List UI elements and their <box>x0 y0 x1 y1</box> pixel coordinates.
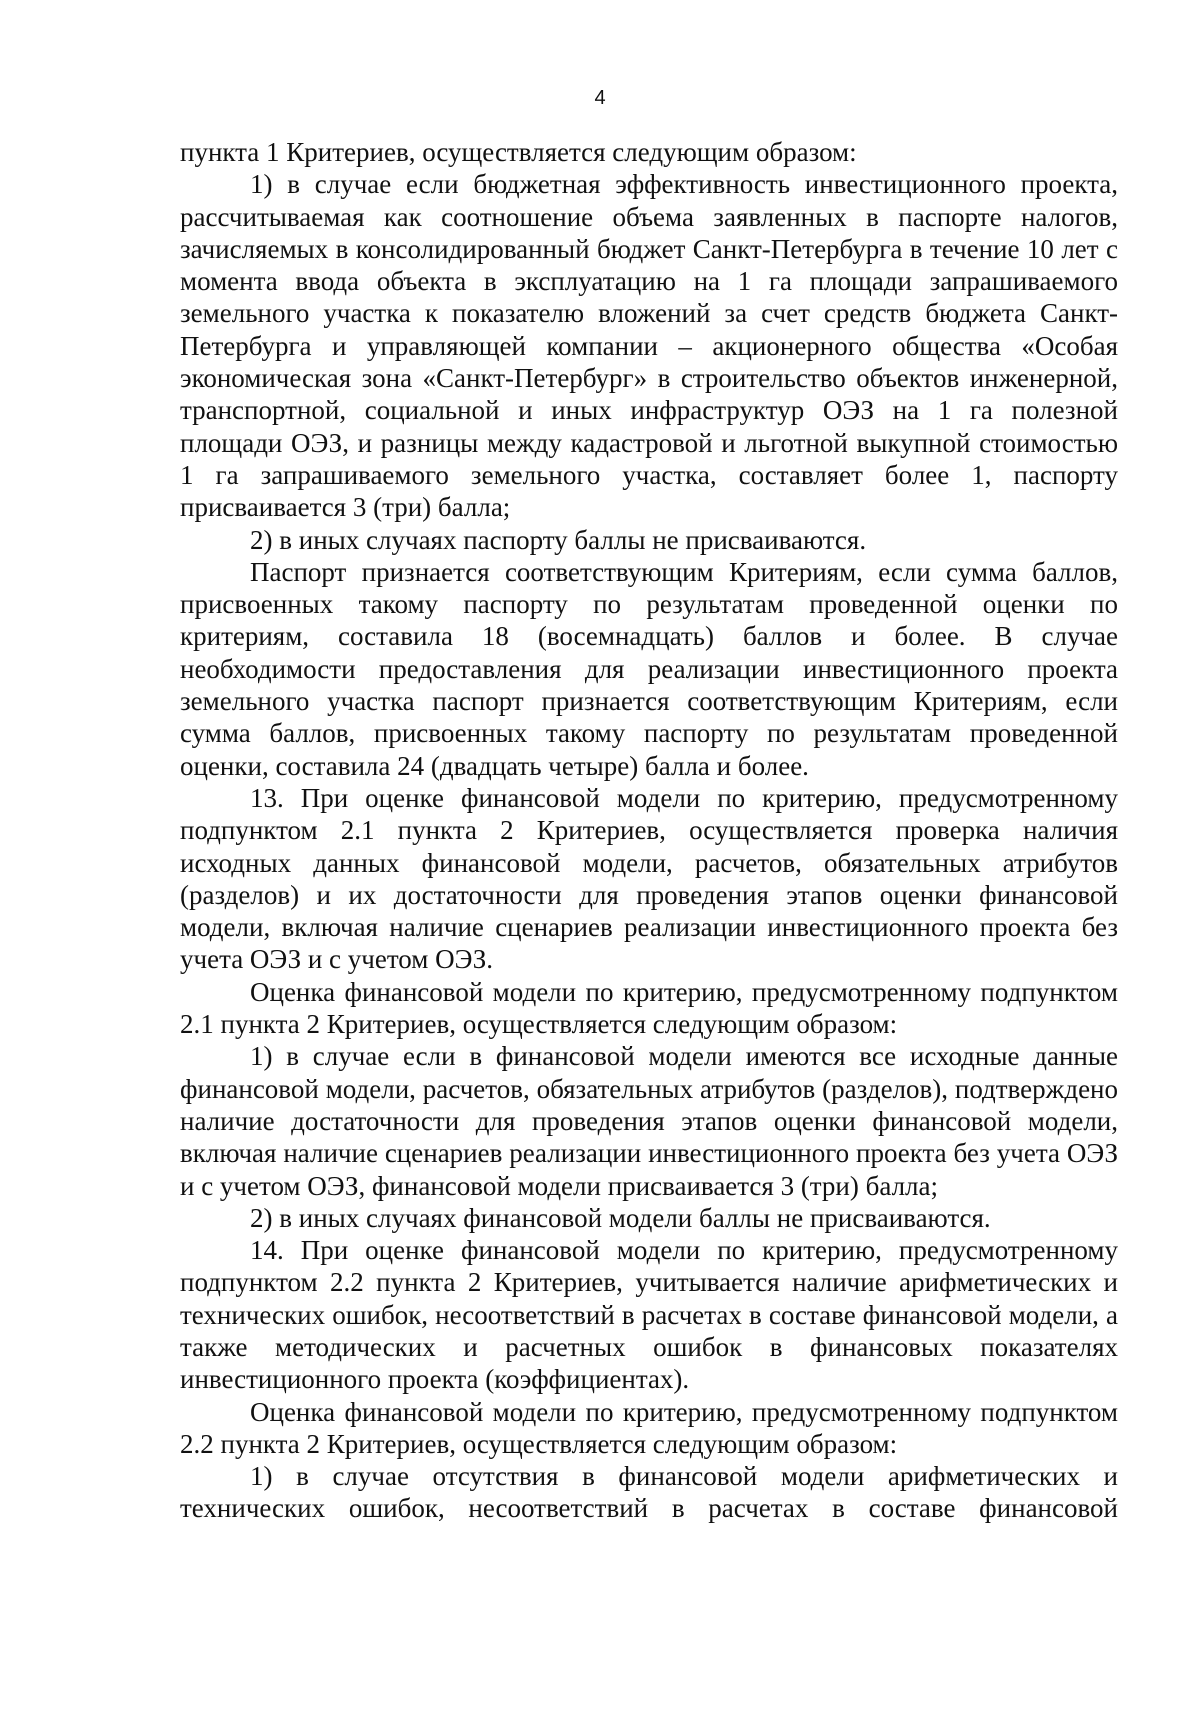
paragraph-clause-13: 13. При оценке финансовой модели по критерию, предусмотренному подпунктом 2.1 пункта 2 Критериев, осуществляется проверка наличия исходных данных финансовой модели, расчетов, обязательных атрибутов (разделов) и их достаточности для проведения этапов оценки финансовой модели, включая наличие сценариев реализации инвестиционного проекта без учета ОЭЗ и с учетом ОЭЗ. <box>180 782 1118 975</box>
paragraph-assessment-2-2: Оценка финансовой модели по критерию, предусмотренному подпунктом 2.2 пункта 2 Критериев, осуществляется следующим образом: <box>180 1396 1118 1459</box>
document-body <box>180 136 1118 1525</box>
paragraph-item-1-financial-model-data: 1) в случае если в финансовой модели имеются все исходные данные финансовой модели, расчетов, обязательных атрибутов (разделов), подтверждено наличие достаточности для проведения этапов оценки финансовой модели, включая наличие сценариев реализации инвестиционного проекта без учета ОЭЗ и с учетом ОЭЗ, финансовой модели присваивается 3 (три) балла; <box>180 1041 1118 1201</box>
paragraph-assessment-2-1: Оценка финансовой модели по критерию, предусмотренному подпунктом 2.1 пункта 2 Критериев, осуществляется следующим образом: <box>180 976 1118 1040</box>
paragraph-continuation: пункта 1 Критериев, осуществляется следующим образом: <box>180 137 857 167</box>
paragraph-item-2-other-cases: 2) в иных случаях паспорту баллы не присваиваются. <box>250 524 867 555</box>
paragraph-clause-14: 14. При оценке финансовой модели по критерию, предусмотренному подпунктом 2.2 пункта 2 Критериев, учитывается наличие арифметических и технических ошибок, несоответствий в расчетах в составе финансовой модели, а также методических и расчетных ошибок в финансовых показателях инвестиционного проекта (коэффициентах). <box>180 1235 1118 1395</box>
page-number: 4 <box>594 87 606 109</box>
paragraph-passport-compliance: Паспорт признается соответствующим Критериям, если сумма баллов, присвоенных такому паспорту по результатам проведенной оценки по критериям, составила 18 (восемнадцать) баллов и более. В случае необходимости предоставления для реализации инвестиционного проекта земельного участка паспорт признается соответствующим Критериям, если сумма баллов, присвоенных такому паспорту по результатам проведенной оценки, составила 24 (двадцать четыре) балла и более. <box>180 556 1118 781</box>
paragraph-item-1-no-errors: 1) в случае отсутствия в финансовой модели арифметических и технических ошибок, несоответствий в расчетах в составе финансовой <box>180 1461 1118 1524</box>
paragraph-item-2-financial-model-other: 2) в иных случаях финансовой модели баллы не присваиваются. <box>250 1202 991 1233</box>
paragraph-item-1-budget-efficiency: 1) в случае если бюджетная эффективность инвестиционного проекта, рассчитываемая как соотношение объема заявленных в паспорте налогов, зачисляемых в консолидированный бюджет Санкт-Петербурга в течение 10 лет с момента ввода объекта в эксплуатацию на 1 га площади запрашиваемого земельного участка к показателю вложений за счет средств бюджета Санкт-Петербурга и управляющей компании – акционерного общества «Особая экономическая зона «Санкт-Петербург» в строительство объектов инженерной, транспортной, социальной и иных инфраструктур ОЭЗ на 1 га полезной площади ОЭЗ, и разницы между кадастровой и льготной выкупной стоимостью 1 га запрашиваемого земельного участка, составляет более 1, паспорту присваивается 3 (три) балла; <box>180 169 1118 523</box>
